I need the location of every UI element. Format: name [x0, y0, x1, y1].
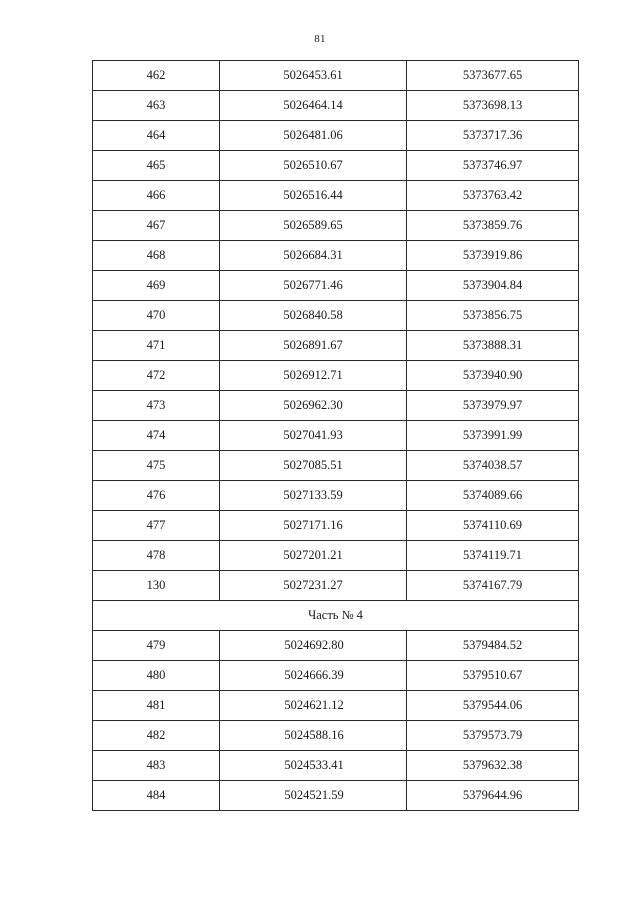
y-coordinate-cell: 5373717.36 [407, 121, 579, 151]
x-coordinate-cell: 5026891.67 [220, 331, 407, 361]
table-row [93, 361, 579, 391]
x-coordinate-cell: 5024621.12 [220, 691, 407, 721]
y-coordinate-cell: 5373856.75 [407, 301, 579, 331]
table-body-part-1 [93, 61, 579, 601]
x-coordinate-cell: 5026589.65 [220, 211, 407, 241]
point-number-cell: 477 [93, 511, 220, 541]
y-coordinate-cell: 5373859.76 [407, 211, 579, 241]
table-row [93, 511, 579, 541]
y-coordinate-cell: 5379510.67 [407, 661, 579, 691]
table-row [93, 181, 579, 211]
x-coordinate-cell: 5024692.80 [220, 631, 407, 661]
point-number-cell: 479 [93, 631, 220, 661]
x-coordinate-cell: 5026684.31 [220, 241, 407, 271]
point-number-cell: 463 [93, 91, 220, 121]
table-row [93, 61, 579, 91]
x-coordinate-cell: 5026771.46 [220, 271, 407, 301]
point-number-cell: 468 [93, 241, 220, 271]
x-coordinate-cell: 5026516.44 [220, 181, 407, 211]
point-number-cell: 483 [93, 751, 220, 781]
table-row [93, 451, 579, 481]
x-coordinate-cell: 5027231.27 [220, 571, 407, 601]
point-number-cell: 464 [93, 121, 220, 151]
point-number-cell: 472 [93, 361, 220, 391]
x-coordinate-cell: 5027133.59 [220, 481, 407, 511]
table-row [93, 211, 579, 241]
table-row [93, 631, 579, 661]
table-row [93, 121, 579, 151]
coordinates-table [92, 60, 579, 811]
y-coordinate-cell: 5373919.86 [407, 241, 579, 271]
y-coordinate-cell: 5373979.97 [407, 391, 579, 421]
point-number-cell: 462 [93, 61, 220, 91]
point-number-cell: 466 [93, 181, 220, 211]
table-row [93, 751, 579, 781]
y-coordinate-cell: 5379573.79 [407, 721, 579, 751]
table-row [93, 781, 579, 811]
y-coordinate-cell: 5374167.79 [407, 571, 579, 601]
y-coordinate-cell: 5373746.97 [407, 151, 579, 181]
point-number-cell: 471 [93, 331, 220, 361]
table-row [93, 691, 579, 721]
section-heading: Часть № 4 [93, 601, 579, 631]
point-number-cell: 484 [93, 781, 220, 811]
x-coordinate-cell: 5024666.39 [220, 661, 407, 691]
point-number-cell: 469 [93, 271, 220, 301]
x-coordinate-cell: 5026453.61 [220, 61, 407, 91]
x-coordinate-cell: 5026510.67 [220, 151, 407, 181]
table-row [93, 151, 579, 181]
point-number-cell: 473 [93, 391, 220, 421]
x-coordinate-cell: 5027171.16 [220, 511, 407, 541]
point-number-cell: 482 [93, 721, 220, 751]
x-coordinate-cell: 5026912.71 [220, 361, 407, 391]
table-row [93, 721, 579, 751]
x-coordinate-cell: 5027085.51 [220, 451, 407, 481]
y-coordinate-cell: 5374089.66 [407, 481, 579, 511]
point-number-cell: 467 [93, 211, 220, 241]
y-coordinate-cell: 5374110.69 [407, 511, 579, 541]
table-row [93, 661, 579, 691]
point-number-cell: 476 [93, 481, 220, 511]
y-coordinate-cell: 5374119.71 [407, 541, 579, 571]
y-coordinate-cell: 5373991.99 [407, 421, 579, 451]
x-coordinate-cell: 5024521.59 [220, 781, 407, 811]
y-coordinate-cell: 5373888.31 [407, 331, 579, 361]
table-row [93, 481, 579, 511]
section-heading-row [93, 601, 579, 631]
table-body-part-2 [93, 631, 579, 811]
y-coordinate-cell: 5373763.42 [407, 181, 579, 211]
point-number-cell: 480 [93, 661, 220, 691]
table-row [93, 541, 579, 571]
x-coordinate-cell: 5024588.16 [220, 721, 407, 751]
x-coordinate-cell: 5026464.14 [220, 91, 407, 121]
table-row [93, 421, 579, 451]
x-coordinate-cell: 5027041.93 [220, 421, 407, 451]
point-number-cell: 465 [93, 151, 220, 181]
x-coordinate-cell: 5027201.21 [220, 541, 407, 571]
table-row [93, 241, 579, 271]
table-row [93, 391, 579, 421]
y-coordinate-cell: 5379484.52 [407, 631, 579, 661]
y-coordinate-cell: 5373677.65 [407, 61, 579, 91]
point-number-cell: 475 [93, 451, 220, 481]
point-number-cell: 481 [93, 691, 220, 721]
y-coordinate-cell: 5373698.13 [407, 91, 579, 121]
x-coordinate-cell: 5026962.30 [220, 391, 407, 421]
x-coordinate-cell: 5026481.06 [220, 121, 407, 151]
table-row [93, 91, 579, 121]
y-coordinate-cell: 5379644.96 [407, 781, 579, 811]
point-number-cell: 130 [93, 571, 220, 601]
y-coordinate-cell: 5379544.06 [407, 691, 579, 721]
table-row [93, 571, 579, 601]
x-coordinate-cell: 5026840.58 [220, 301, 407, 331]
y-coordinate-cell: 5373904.84 [407, 271, 579, 301]
table-row [93, 301, 579, 331]
y-coordinate-cell: 5374038.57 [407, 451, 579, 481]
y-coordinate-cell: 5373940.90 [407, 361, 579, 391]
x-coordinate-cell: 5024533.41 [220, 751, 407, 781]
point-number-cell: 478 [93, 541, 220, 571]
point-number-cell: 474 [93, 421, 220, 451]
table-section [93, 601, 579, 631]
table-row [93, 331, 579, 361]
page-number: 81 [314, 33, 326, 45]
point-number-cell: 470 [93, 301, 220, 331]
table-row [93, 271, 579, 301]
y-coordinate-cell: 5379632.38 [407, 751, 579, 781]
